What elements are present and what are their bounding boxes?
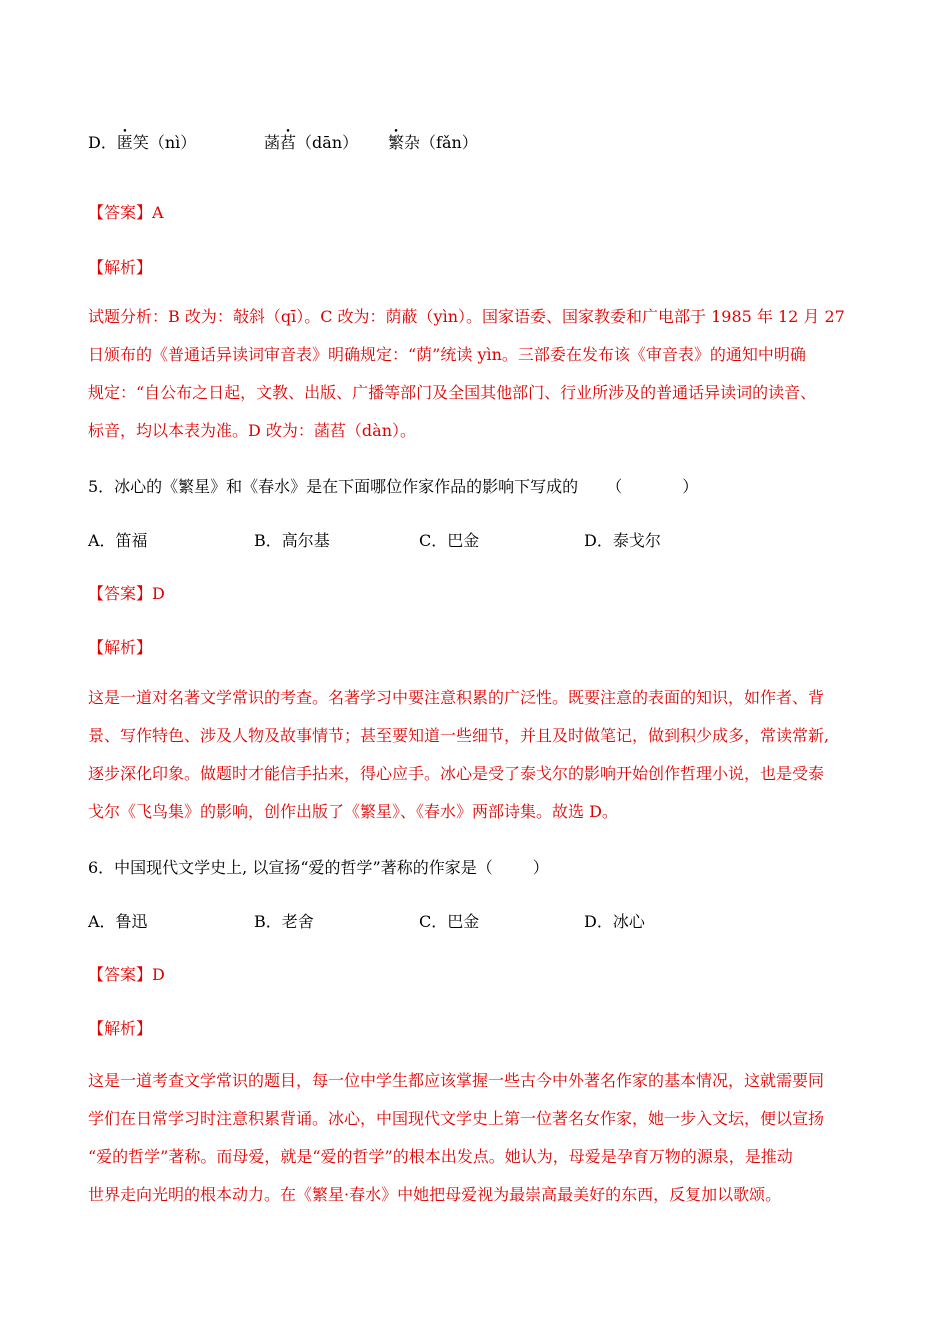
analysis-line: 逐步深化印象。做题时才能信手拈来，得心应手。冰心是受了泰戈尔的影响开始创作哲理小说，也是受泰	[88, 764, 825, 783]
q5-option-c: C．巴金	[419, 531, 480, 550]
q4-option-d-item3	[388, 133, 478, 153]
option-d-label: D．	[88, 133, 117, 152]
q6-option-b: B．老舍	[254, 912, 314, 931]
question-text: 6．中国现代文学史上, 以宣扬“爱的哲学”著称的作家是（	[88, 858, 493, 877]
paren-open: （	[606, 477, 623, 496]
q5-analysis-paragraph	[88, 679, 863, 831]
option-text: 杂（fǎn）	[404, 133, 478, 152]
dotted-char: 繁	[388, 133, 405, 152]
analysis-line: 景、写作特色、涉及人物及故事情节；甚至要知道一些细节，并且及时做笔记，做到积少成多，常读常新,	[88, 726, 830, 745]
dotted-char: 匿	[116, 133, 133, 152]
q6-option-d: D．冰心	[584, 912, 645, 931]
analysis-line: 日颁布的《普通话异读词审音表》明确规定：“荫”统读 yìn。三部委在发布该《审音表》的通知中明确	[88, 345, 806, 364]
analysis-line: 标音，均以本表为准。D 改为：菡萏（dàn）。	[88, 421, 417, 440]
q5-option-d: D．泰戈尔	[584, 531, 661, 550]
analysis-line: 戈尔《飞鸟集》的影响，创作出版了《繁星》、《春水》两部诗集。故选 D。	[88, 802, 618, 821]
analysis-line: 世界走向光明的根本动力。在《繁星·春水》中她把母爱视为最崇高最美好的东西，反复加以歌颂。	[88, 1185, 782, 1204]
q4-analysis-paragraph	[88, 298, 863, 450]
q5-analysis-label: 【解析】	[88, 638, 153, 657]
dotted-char: 萏	[280, 133, 297, 152]
q6-analysis-paragraph	[88, 1062, 863, 1214]
paren-close: ）	[532, 858, 549, 877]
q5-answer: 【答案】D	[88, 584, 165, 603]
q4-option-d-line	[88, 133, 196, 153]
q4-answer: 【答案】A	[88, 203, 164, 222]
q6-option-c: C．巴金	[419, 912, 480, 931]
analysis-line: 这是一道考查文学常识的题目，每一位中学生都应该掌握一些古今中外著名作家的基本情况，这就需要同	[88, 1071, 825, 1090]
question-text: 5．冰心的《繁星》和《春水》是在下面哪位作家作品的影响下写成的	[88, 477, 579, 496]
analysis-line: 学们在日常学习时注意积累背诵。冰心，中国现代文学史上第一位著名女作家，她一步入文坛，便以宣扬	[88, 1109, 825, 1128]
analysis-line: “爱的哲学”著称。而母爱，就是“爱的哲学”的根本出发点。她认为，母爱是孕育万物的源泉，是推动	[88, 1147, 793, 1166]
pinyin-text: （dān）	[296, 133, 359, 152]
q6-answer: 【答案】D	[88, 965, 165, 984]
analysis-line: 试题分析：B 改为：敧斜（qī）。C 改为：荫蔽（yìn）。国家语委、国家教委和广电部于 1985 年 12 月 27	[88, 307, 845, 326]
q6-option-a: A．鲁迅	[88, 912, 148, 931]
q4-analysis-label: 【解析】	[88, 258, 153, 277]
paren-close: ）	[682, 477, 699, 496]
q5-option-b: B．高尔基	[254, 531, 330, 550]
q5-stem	[88, 477, 698, 497]
analysis-line: 规定：“自公布之日起，文教、出版、广播等部门及全国其他部门、行业所涉及的普通话异读词的读音、	[88, 383, 817, 402]
analysis-line: 这是一道对名著文学常识的考查。名著学习中要注意积累的广泛性。既要注意的表面的知识，如作者、背	[88, 688, 825, 707]
q4-option-d-item2	[264, 133, 358, 153]
plain-char: 菡	[264, 133, 281, 152]
option-text: 笑（nì）	[132, 133, 197, 152]
q5-option-a: A．笛福	[88, 531, 148, 550]
q6-analysis-label: 【解析】	[88, 1019, 153, 1038]
q6-stem	[88, 858, 549, 878]
